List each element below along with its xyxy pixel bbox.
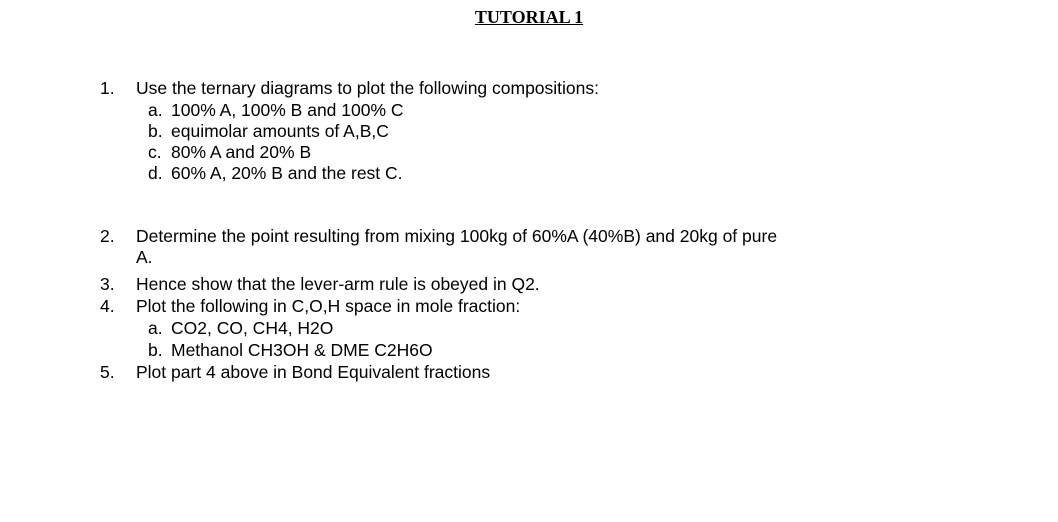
question-text: Determine the point resulting from mixing 100kg of 60%A (40%B) and 20kg of pure — [136, 226, 778, 246]
part-text: Methanol CH3OH & DME C2H6O — [171, 340, 433, 360]
part-label: b. — [148, 121, 163, 141]
question-number: 1. — [100, 78, 115, 98]
part-label: a. — [148, 318, 163, 338]
question-text-continued: A. — [136, 247, 153, 267]
question-number: 3. — [100, 274, 115, 294]
question-text: Use the ternary diagrams to plot the following compositions: — [136, 78, 600, 98]
part-label: c. — [148, 142, 162, 162]
part-label: b. — [148, 340, 163, 360]
part-text: 80% A and 20% B — [171, 142, 312, 162]
part-label: d. — [148, 163, 163, 183]
question-text: Hence show that the lever-arm rule is obeyed in Q2. — [136, 274, 540, 294]
part-text: equimolar amounts of A,B,C — [171, 121, 389, 141]
question-text: Plot part 4 above in Bond Equivalent fractions — [136, 362, 491, 382]
part-text: CO2, CO, CH4, H2O — [171, 318, 334, 338]
part-text: 60% A, 20% B and the rest C. — [171, 163, 403, 183]
part-text: 100% A, 100% B and 100% C — [171, 100, 404, 120]
question-number: 4. — [100, 296, 115, 316]
question-text: Plot the following in C,O,H space in mole fraction: — [136, 296, 521, 316]
question-number: 2. — [100, 226, 115, 246]
question-number: 5. — [100, 362, 115, 382]
page-title: TUTORIAL 1 — [474, 7, 584, 27]
part-label: a. — [148, 100, 163, 120]
